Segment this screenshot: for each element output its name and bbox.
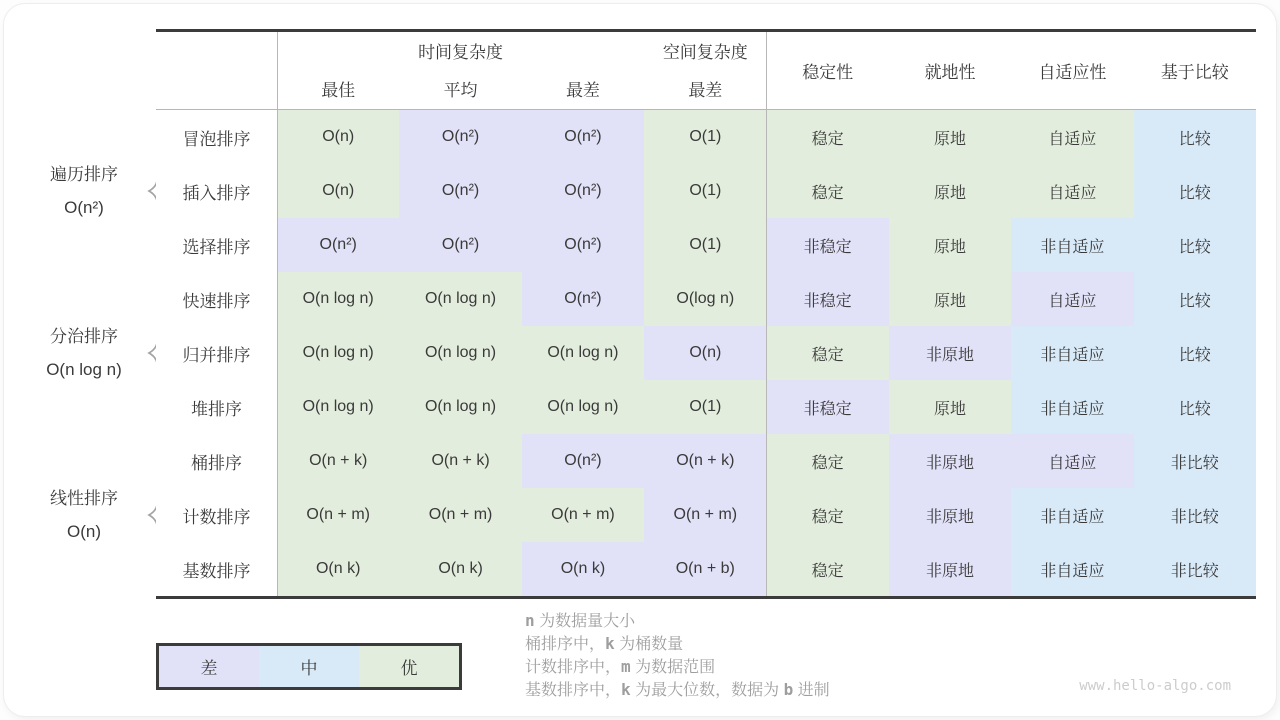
table-cell: 非自适应	[1011, 542, 1133, 596]
group-label	[20, 320, 148, 386]
note-line	[525, 679, 830, 702]
row-label: 桶排序	[156, 434, 277, 488]
note-text: 进制	[793, 682, 830, 699]
row-label: 插入排序	[156, 164, 277, 218]
table-cell: O(n)	[277, 164, 399, 218]
table-cell: O(n + m)	[399, 488, 521, 542]
table-cell: O(1)	[644, 380, 766, 434]
row-label: 快速排序	[156, 272, 277, 326]
comparison-table	[156, 29, 1256, 599]
table-cell: 非自适应	[1011, 380, 1133, 434]
table-divider-1	[277, 32, 278, 596]
table-cell: O(n)	[277, 110, 399, 164]
header-stability: 稳定性	[802, 63, 854, 82]
legend	[156, 643, 462, 690]
note-line	[525, 633, 830, 656]
watermark: www.hello-algo.com	[1079, 678, 1231, 694]
table-bottom-border	[156, 596, 1256, 599]
table-cell: O(n + k)	[277, 434, 399, 488]
header-space-complexity: 空间复杂度	[662, 42, 748, 62]
table-cell: O(1)	[644, 110, 766, 164]
table-cell: O(n k)	[399, 542, 521, 596]
table-cell: O(n²)	[522, 218, 644, 272]
table-cell: 原地	[889, 164, 1011, 218]
header-in-place: 就地性	[924, 63, 976, 82]
table-cell: O(log n)	[644, 272, 766, 326]
header-time-complexity: 时间复杂度	[418, 42, 504, 62]
header-worst-time: 最差	[565, 81, 600, 100]
table-cell: O(n²)	[522, 434, 644, 488]
table-cell: O(n log n)	[399, 326, 521, 380]
table-cell: O(n²)	[277, 218, 399, 272]
table-cell: 非自适应	[1011, 218, 1133, 272]
table-cell: 非稳定	[767, 218, 889, 272]
figure-card	[3, 3, 1277, 717]
table-cell: 非稳定	[767, 272, 889, 326]
row-label: 基数排序	[156, 542, 277, 596]
header-best: 最佳	[321, 81, 356, 100]
note-text: 为数据范围	[630, 659, 716, 676]
note-line	[525, 610, 830, 633]
table-cell: 自适应	[1011, 434, 1133, 488]
table-cell: 比较	[1134, 380, 1256, 434]
table-cell: O(n + k)	[399, 434, 521, 488]
table-cell: 自适应	[1011, 164, 1133, 218]
note-symbol: k	[605, 634, 615, 653]
table-cell: 非稳定	[767, 380, 889, 434]
table-cell: 稳定	[767, 326, 889, 380]
table-cell: 稳定	[767, 434, 889, 488]
note-text: 为数据量大小	[534, 613, 636, 630]
table-cell: 非原地	[889, 326, 1011, 380]
table-cell: O(n log n)	[277, 272, 399, 326]
table-cell: 非比较	[1134, 434, 1256, 488]
table-cell: O(1)	[644, 164, 766, 218]
table-cell: 比较	[1134, 110, 1256, 164]
header-comparison-based: 基于比较	[1160, 63, 1229, 82]
table-cell: 原地	[889, 218, 1011, 272]
note-text: 基数排序中，	[525, 682, 622, 699]
table-cell: O(1)	[644, 218, 766, 272]
group-complexity: O(n)	[67, 522, 101, 541]
notes	[525, 610, 830, 702]
header-worst-space: 最差	[688, 81, 723, 100]
table-cell: 稳定	[767, 164, 889, 218]
table-cell: 稳定	[767, 488, 889, 542]
table-cell: 非自适应	[1011, 488, 1133, 542]
table-cell: 原地	[889, 380, 1011, 434]
table-cell: O(n)	[644, 326, 766, 380]
table-cell: O(n + b)	[644, 542, 766, 596]
table-cell: O(n + m)	[644, 488, 766, 542]
note-text: 计数排序中，	[525, 659, 622, 676]
table-body	[156, 110, 1256, 596]
table-cell: O(n²)	[399, 164, 521, 218]
note-text: 为最大位数，数据为	[630, 682, 784, 699]
table-cell: 非比较	[1134, 542, 1256, 596]
table-cell: 比较	[1134, 218, 1256, 272]
table-cell: O(n²)	[399, 218, 521, 272]
table-cell: O(n log n)	[399, 380, 521, 434]
table-cell: O(n log n)	[277, 326, 399, 380]
table-cell: 自适应	[1011, 110, 1133, 164]
table-cell: O(n + m)	[522, 488, 644, 542]
note-text: 桶排序中，	[525, 636, 606, 653]
table-cell: 比较	[1134, 272, 1256, 326]
group-name: 线性排序	[50, 489, 118, 508]
table-cell: 非原地	[889, 488, 1011, 542]
group-name: 遍历排序	[50, 165, 118, 184]
note-symbol: n	[525, 611, 535, 630]
table-cell: O(n log n)	[277, 380, 399, 434]
table-cell: O(n²)	[522, 164, 644, 218]
group-name: 分治排序	[50, 327, 118, 346]
row-label: 堆排序	[156, 380, 277, 434]
legend-item-poor: 差	[159, 646, 259, 687]
note-line	[525, 656, 830, 679]
table-cell: O(n log n)	[522, 380, 644, 434]
table-cell: O(n²)	[522, 272, 644, 326]
table-cell: O(n + k)	[644, 434, 766, 488]
group-complexity: O(n²)	[64, 198, 104, 217]
group-label	[20, 482, 148, 548]
table-cell: O(n k)	[522, 542, 644, 596]
table-cell: 原地	[889, 110, 1011, 164]
header-average: 平均	[443, 81, 478, 100]
legend-item-good: 优	[359, 646, 459, 687]
table-cell: O(n log n)	[522, 326, 644, 380]
table-cell: O(n + m)	[277, 488, 399, 542]
note-text: 为桶数量	[614, 636, 684, 653]
note-symbol: k	[621, 680, 631, 699]
group-complexity: O(n log n)	[46, 360, 122, 379]
row-label: 归并排序	[156, 326, 277, 380]
legend-item-mid: 中	[259, 646, 359, 687]
row-label: 选择排序	[156, 218, 277, 272]
table-cell: 稳定	[767, 110, 889, 164]
table-cell: 非比较	[1134, 488, 1256, 542]
table-cell: 比较	[1134, 326, 1256, 380]
note-symbol: m	[621, 657, 631, 676]
table-divider-2	[766, 32, 767, 596]
table-cell: O(n log n)	[399, 272, 521, 326]
table-cell: O(n²)	[399, 110, 521, 164]
table-header	[156, 32, 1256, 109]
table-cell: 稳定	[767, 542, 889, 596]
table-cell: 非原地	[889, 434, 1011, 488]
header-adaptive: 自适应性	[1038, 63, 1107, 82]
table-cell: 自适应	[1011, 272, 1133, 326]
note-symbol: b	[783, 680, 794, 699]
row-label: 冒泡排序	[156, 110, 277, 164]
table-cell: 原地	[889, 272, 1011, 326]
table-cell: O(n k)	[277, 542, 399, 596]
row-label: 计数排序	[156, 488, 277, 542]
table-cell: 非自适应	[1011, 326, 1133, 380]
table-cell: 非原地	[889, 542, 1011, 596]
table-cell: O(n²)	[522, 110, 644, 164]
group-label	[20, 158, 148, 224]
table-cell: 比较	[1134, 164, 1256, 218]
